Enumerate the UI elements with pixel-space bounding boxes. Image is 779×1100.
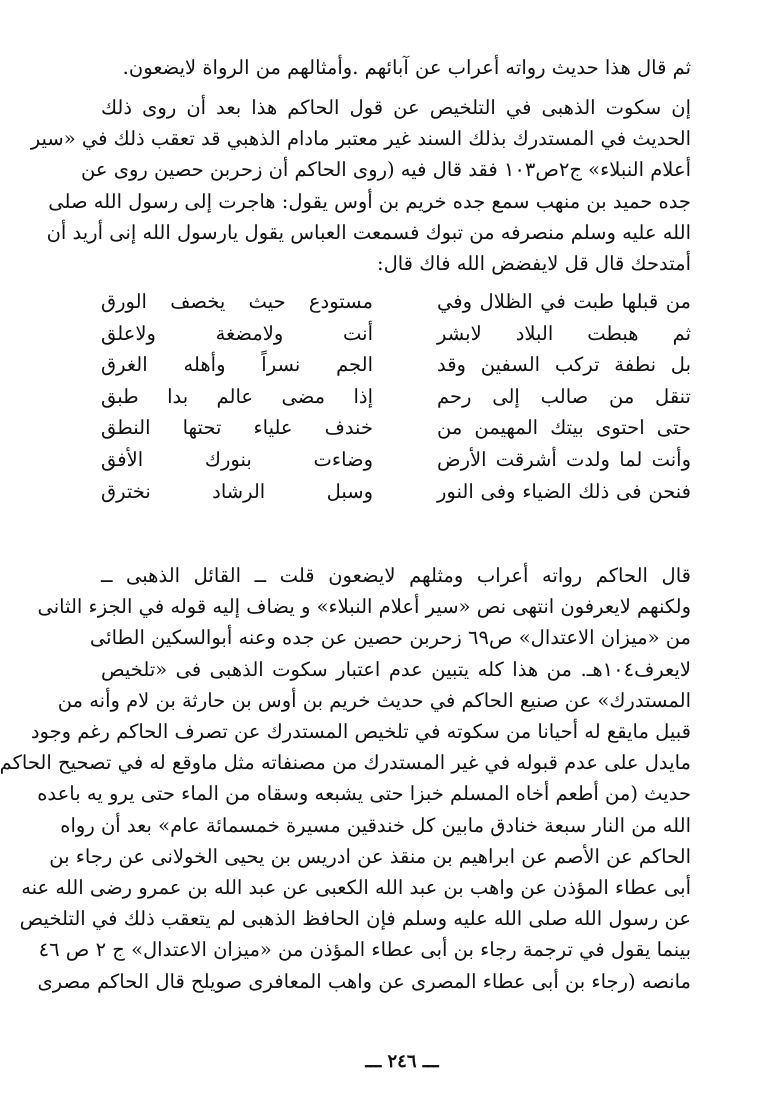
text-line: قال الحاكم رواته أعراب ومثلهم لايضعون قلت ــ القائل الذهبى ــ bbox=[101, 564, 691, 587]
verse-first-hemistich: تنقل من صالب إلى رحم bbox=[437, 384, 691, 408]
text-line: الحاكم عن الأصم عن ابراهيم بن منقذ عن ادريس بن يحيى الخولانى عن رجاء بن bbox=[49, 844, 691, 868]
verse-first-hemistich: بل نطفة تركب السفين وقد bbox=[437, 353, 691, 377]
text-line: لايعرف١٠٤هـ. من هذا كله يتبين عدم اعتبار سكوت الذهبى فى «تلخيص bbox=[101, 657, 691, 681]
text-line: مايدل على عدم قبوله في غير المستدرك من مصنفاته مثل ماوقع له في تصحيح الحاكم bbox=[0, 751, 691, 775]
verse-first-hemistich: ثم هبطت البلاد لابشر bbox=[437, 321, 691, 345]
text-line: الله عليه وسلم منصرفه من تبوك فسمعت العباس يقول يارسول الله إنى أريد أن bbox=[46, 220, 691, 244]
verse-first-hemistich: من قبلها طبت في الظلال وفي bbox=[437, 290, 691, 313]
text-line: ثم قال هذا حديث رواته أعراب عن آبائهم .وأمثالهم من الرواة لايضعون. bbox=[122, 56, 691, 79]
text-line: حديث (من أطعم أخاه المسلم خبزا حتى يشبعه وسقاه من الماء حتى يرو يه باعده bbox=[37, 782, 691, 806]
verse-first-hemistich: وأنت لما ولدت أشرقت الأرض bbox=[437, 447, 691, 471]
poem-verse bbox=[101, 444, 691, 476]
text-line: إن سكوت الذهبى في التلخيص عن قول الحاكم هذا بعد أن روى ذلك bbox=[101, 96, 691, 119]
text-line: مانصه (رجاء بن أبى عطاء المصرى عن واهب المعافرى صويلح قال الحاكم مصرى bbox=[37, 969, 691, 993]
verse-second-hemistich: وضاءت بنورك الأفق bbox=[101, 447, 373, 471]
critique-paragraph bbox=[30, 92, 691, 279]
text-line: أعلام النبلاء» ج٢ص١٠٣ فقد قال فيه (روى الحاكم أن زحربن حصين روى عن bbox=[81, 158, 691, 182]
text-line: عن رسول الله صلى الله عليه وسلم فإن الحافظ الذهبى لم يتعقب ذلك في التلخيص bbox=[19, 907, 691, 931]
poem-verse bbox=[101, 476, 691, 508]
verse-first-hemistich: فنحن فى ذلك الضياء وفى النور bbox=[437, 479, 691, 503]
poem-verse bbox=[101, 349, 691, 381]
verse-first-hemistich: حتى احتوى بيتك المهيمن من bbox=[437, 416, 691, 440]
text-line: من «ميزان الاعتدال» ص٦٩ زحربن حصين عن جده وعنه أبوالسكين الطائى bbox=[89, 626, 691, 650]
text-line: جده حميد بن منهب سمع جده خريم بن أوس يقول: هاجرت إلى رسول الله صلى bbox=[48, 189, 691, 213]
verse-second-hemistich: الجم نسراً وأهله الغرق bbox=[101, 353, 373, 377]
verse-second-hemistich: خندف علياء تحتها النطق bbox=[101, 416, 373, 440]
text-line: قبيل مايقع له أحيانا من سكوته في تلخيص المستدرك عن تصرف الحاكم رغم وجود bbox=[30, 720, 691, 744]
verse-second-hemistich: إذا مضى عالم بدا طبق bbox=[101, 384, 373, 408]
analysis-paragraph bbox=[0, 560, 691, 997]
text-line: الحديث في المستدرك بذلك السند غير معتبر مادام الذهبي قد تعقب ذلك في «سير bbox=[30, 127, 691, 151]
text-line: أبى عطاء المؤذن عن واهب بن عبد الله الكعبى عن عبد الله بن عمرو رضى الله عنه bbox=[21, 876, 691, 900]
text-line: أمتدحك قال قل لايفضض الله فاك قال: bbox=[377, 252, 691, 276]
poem-verse bbox=[101, 318, 691, 350]
poem-verse bbox=[101, 381, 691, 413]
verse-second-hemistich: مستودع حيث يخصف الورق bbox=[101, 290, 373, 313]
verse-second-hemistich: وسبل الرشاد نخترق bbox=[101, 479, 373, 503]
verse-second-hemistich: أنت ولامضغة ولاعلق bbox=[101, 321, 373, 345]
text-line: الله من النار سبعة خنادق مابين كل خندقين مسيرة خمسمائة عام» بعد أن رواه bbox=[60, 813, 691, 837]
poem-block bbox=[101, 286, 691, 507]
text-line: بينما يقول في ترجمة رجاء بن أبى عطاء المؤذن من «ميزان الاعتدال» ج ٢ ص ٤٦ bbox=[38, 938, 691, 962]
intro-paragraph bbox=[101, 52, 691, 83]
page-number: ـــ ٢٤٦ ـــ bbox=[365, 1051, 439, 1072]
poem-verse bbox=[101, 412, 691, 444]
poem-verse bbox=[101, 286, 691, 318]
text-line: ولكنهم لايعرفون انتهى نص «سير أعلام النبلاء» و يضاف إليه قوله في الجزء الثانى bbox=[37, 595, 691, 619]
text-line: المستدرك» عن صنيع الحاكم في حديث خريم بن أوس بن حارثة بن لام وأنه من bbox=[57, 688, 691, 712]
